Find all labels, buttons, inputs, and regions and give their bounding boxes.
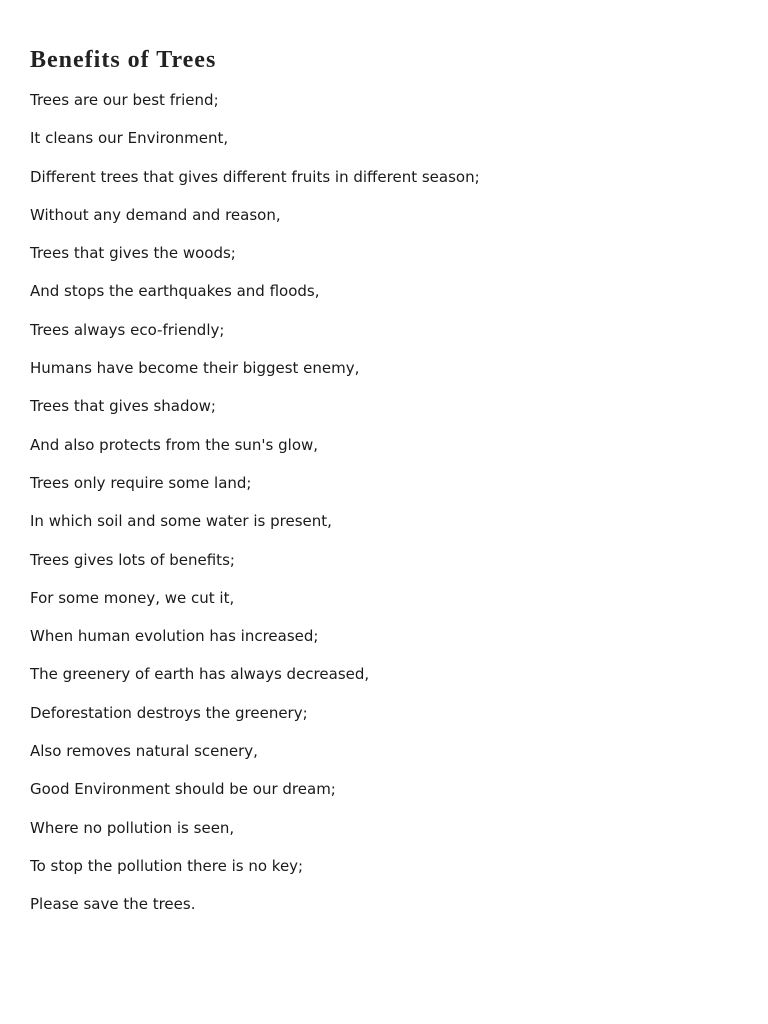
poem-line: Good Environment should be our dream; [30, 780, 336, 799]
poem-line: Deforestation destroys the greenery; [30, 703, 308, 722]
poem-line: Trees that gives shadow; [30, 397, 216, 416]
poem-title: Benefits of Trees [30, 47, 217, 73]
poem-line: It cleans our Environment, [30, 129, 229, 148]
poem-line: Humans have become their biggest enemy, [30, 359, 360, 378]
poem-line: Where no pollution is seen, [30, 818, 235, 837]
poem-line: Trees gives lots of benefits; [30, 550, 235, 569]
poem-line: To stop the pollution there is no key; [30, 856, 304, 875]
poem-line: For some money, we cut it, [30, 588, 235, 607]
poem-line: Trees only require some land; [30, 473, 252, 492]
poem-line: In which soil and some water is present, [30, 512, 332, 531]
poem-line: Trees always eco-friendly; [30, 320, 225, 339]
poem-line: Trees are our best friend; [30, 91, 219, 109]
poem-line: Without any demand and reason, [30, 205, 281, 224]
poem-line: When human evolution has increased; [30, 627, 319, 646]
poem-lines [30, 90, 730, 914]
poem-line: Trees that gives the woods; [30, 244, 236, 263]
poem-line: And stops the earthquakes and floods, [30, 282, 320, 301]
poem-line: Also removes natural scenery, [30, 742, 258, 761]
poem-line: Please save the trees. [30, 895, 196, 914]
poem-line: And also protects from the sun's glow, [30, 435, 319, 454]
poem-line: Different trees that gives different fruits in different season; [30, 167, 480, 186]
poem-line: The greenery of earth has always decreased, [30, 665, 370, 684]
poem-page [30, 44, 730, 933]
